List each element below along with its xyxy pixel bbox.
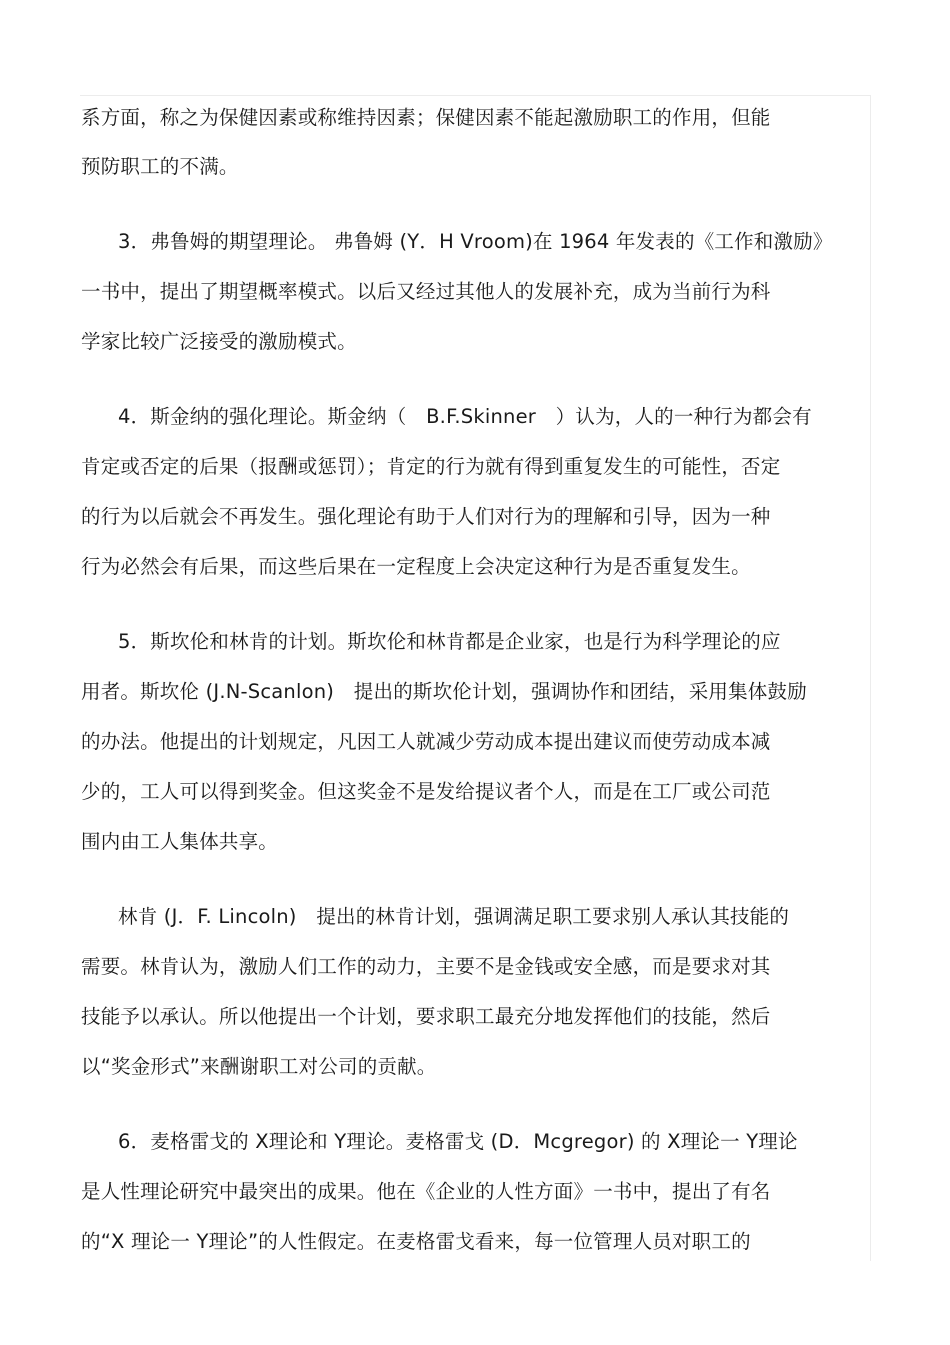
text-line: 林肯 (J．F. Lincoln) 提出的林肯计划，强调满足职工要求别人承认其技能的 xyxy=(118,905,790,928)
text-line: 技能予以承认。所以他提出一个计划，要求职工最充分地发挥他们的技能，然后 xyxy=(81,1005,771,1028)
text-line: 5．斯坎伦和林肯的计划。斯坎伦和林肯都是企业家，也是行为科学理论的应 xyxy=(118,630,781,653)
text-line: 用者。斯坎伦 (J.N-Scanlon) 提出的斯坎伦计划，强调协作和团结，采用集体鼓励 xyxy=(81,680,807,703)
text-line: 少的，工人可以得到奖金。但这奖金不是发给提议者个人，而是在工厂或公司范 xyxy=(81,780,771,803)
text-line: 行为必然会有后果，而这些后果在一定程度上会决定这种行为是否重复发生。 xyxy=(81,555,751,578)
text-line: 围内由工人集体共享。 xyxy=(81,830,279,853)
text-line: 预防职工的不满。 xyxy=(81,155,239,178)
text-line: 是人性理论研究中最突出的成果。他在《企业的人性方面》一书中，提出了有名 xyxy=(81,1180,771,1203)
text-line: 肯定或否定的后果（报酬或惩罚）；肯定的行为就有得到重复发生的可能性，否定 xyxy=(81,455,781,478)
text-line: 学家比较广泛接受的激励模式。 xyxy=(81,330,357,353)
text-line: 的行为以后就会不再发生。强化理论有助于人们对行为的理解和引导，因为一种 xyxy=(81,505,771,528)
text-line: 3．弗鲁姆的期望理论。 弗鲁姆 (Y．H Vroom)在 1964 年发表的《工作和激励》 xyxy=(118,230,833,253)
text-line: 4．斯金纳的强化理论。斯金纳（ B.F.Skinner ）认为，人的一种行为都会有 xyxy=(118,405,812,428)
text-line: 系方面，称之为保健因素或称维持因素；保健因素不能起激励职工的作用，但能 xyxy=(81,106,771,129)
text-line: 以“奖金形式”来酬谢职工对公司的贡献。 xyxy=(81,1055,437,1078)
text-line: 6．麦格雷戈的 X理论和 Y理论。麦格雷戈 (D．Mcgregor) 的 X理论一 Y理论 xyxy=(118,1130,798,1153)
text-line: 的办法。他提出的计划规定，凡因工人就减少劳动成本提出建议而使劳动成本减 xyxy=(81,730,771,753)
text-line: 的“X 理论一 Y理论”的人性假定。在麦格雷戈看来，每一位管理人员对职工的 xyxy=(81,1230,751,1253)
text-line: 需要。林肯认为，激励人们工作的动力，主要不是金钱或安全感，而是要求对其 xyxy=(81,955,771,978)
text-line: 一书中，提出了期望概率模式。以后又经过其他人的发展补充，成为当前行为科 xyxy=(81,280,771,303)
page-frame xyxy=(80,95,871,1261)
